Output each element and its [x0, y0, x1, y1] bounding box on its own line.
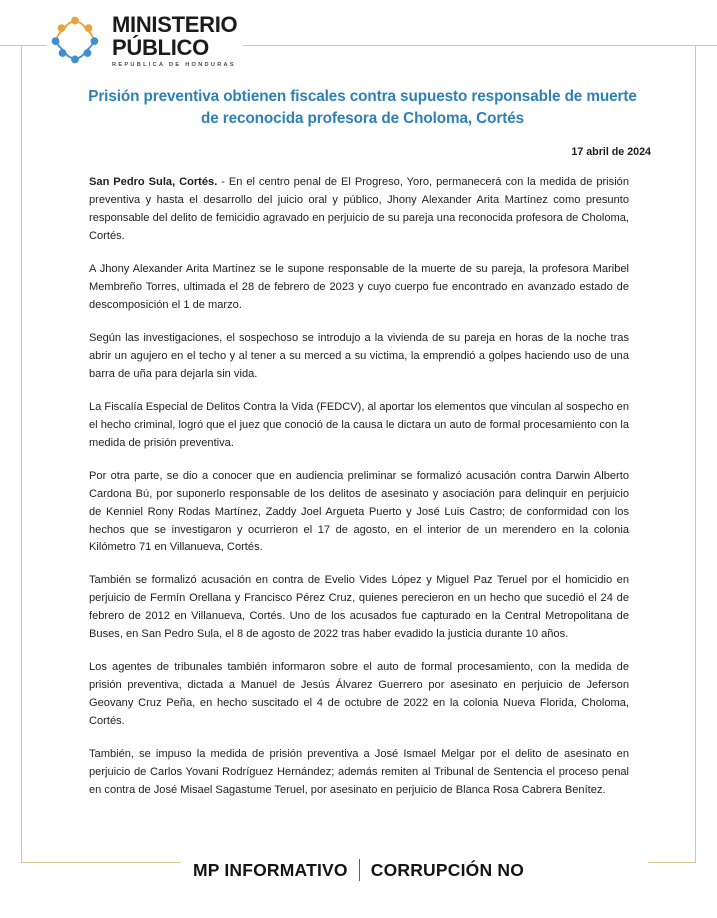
- paragraph-1-text: - En el centro penal de El Progreso, Yoro, permanecerá con la medida de prisión preventiva y hasta el desarrollo del juicio oral y público, Jhony Alexander Arita Martínez como presunto responsable del delito de femicidio agravado en perjuicio de su pareja una reconocida profesora de Choloma, Cortés.: [89, 176, 630, 242]
- header-rule-left: [0, 45, 46, 46]
- wordmark-line-publico: PÚBLICO: [112, 35, 209, 60]
- paragraph-7: Los agentes de tribunales también informaron sobre el auto de formal procesamiento, con la medida de prisión preventiva, dictada a Manuel de Jesús Álvarez Guerrero por asesinato en perjuicio de Jeferson Geovany Cruz Peña, en hecho suscitado el 4 de octubre de 2022 en la colonia Nueva Florida, Choloma, Cortés.: [89, 661, 629, 728]
- paragraph-2: A Jhony Alexander Arita Martínez se le supone responsable de la muerte de su pareja, la profesora Maribel Membreño Torres, ultimada el 28 de febrero de 2023 y cuyo cuerpo fue encontrado en avanzado estado de descomposición el 1 de marzo.: [89, 262, 629, 311]
- ministerio-publico-logo-icon: [48, 13, 102, 67]
- paragraph-3: Según las investigaciones, el sospechoso se introdujo a la vivienda de su pareja en horas de la noche tras abrir un agujero en el techo y al tener a su merced a su victima, la emprendió a golpes haciendo uso de una barra de uña para dejarla sin vida.: [89, 331, 629, 380]
- paragraph-6: También se formalizó acusación en contra de Evelio Vides López y Miguel Paz Teruel por el homicidio en perjuicio de Fermín Orellana y Francisco Pérez Cruz, quienes perecieron en un hecho que sucedió el 24 de febrero de 2012 en Villanueva, Cortés. Uno de los acusados fue capturado en la Central Metropolitana de Buses, en San Pedro Sula, el 8 de agosto de 2022 tras haber evadido la justicia durante 10 años.: [89, 574, 629, 641]
- wordmark-line-republica: REPUBLICA DE HONDURAS: [112, 62, 236, 68]
- wordmark-line-ministerio: MINISTERIO: [112, 12, 238, 37]
- frame-border-right: [695, 45, 696, 863]
- footer: [0, 859, 717, 881]
- wordmark: [112, 12, 237, 69]
- paragraph-1: [89, 174, 629, 246]
- page-title: Prisión preventiva obtienen fiscales contra supuesto responsable de muerte de reconocida profesora de Choloma, Cortés: [88, 88, 637, 128]
- article-body: [89, 174, 629, 815]
- publication-date: 17 abril de 2024: [571, 146, 651, 158]
- footer-label-mp-informativo: MP INFORMATIVO: [192, 859, 348, 880]
- masthead: [48, 12, 243, 69]
- dateline: San Pedro Sula, Cortés.: [89, 176, 218, 188]
- paragraph-8: También, se impuso la medida de prisión preventiva a José Ismael Melgar por el delito de asesinato en perjuicio de Carlos Yovani Rodríguez Hernández; además remiten al Tribunal de Sentencia el proceso penal en contra de José Misael Sagastume Teruel, por asesinato en perjuicio de Blanca Rosa Cabrera Benítez.: [89, 748, 629, 797]
- frame-border-left: [21, 45, 22, 863]
- footer-divider: [359, 859, 360, 881]
- header-rule-right: [212, 45, 717, 46]
- footer-inner: [181, 859, 536, 881]
- paragraph-5: Por otra parte, se dio a conocer que en audiencia preliminar se formalizó acusación contra Darwin Alberto Cardona Bú, por suponerlo responsable de los delitos de asesinato y asociación para delinquir en perjuicio de Kenniel Rony Rodas Martínez, Zaddy Joel Argueta Puerto y José Luis Castro; de conformidad con los hechos que se investigaron y ocurrieron el 17 de agosto, en el interior de un merendero en la colonia Kilómetro 71 en Villanueva, Cortés.: [89, 469, 629, 554]
- paragraph-4: La Fiscalía Especial de Delitos Contra la Vida (FEDCV), al aportar los elementos que vinculan al sospecho en el hecho criminal, logró que el juez que conoció de la causa le dictara un auto de formal procesamiento con la medida de prisión preventiva.: [89, 400, 629, 449]
- footer-label-corrupcion-no: CORRUPCIÓN NO: [370, 859, 525, 880]
